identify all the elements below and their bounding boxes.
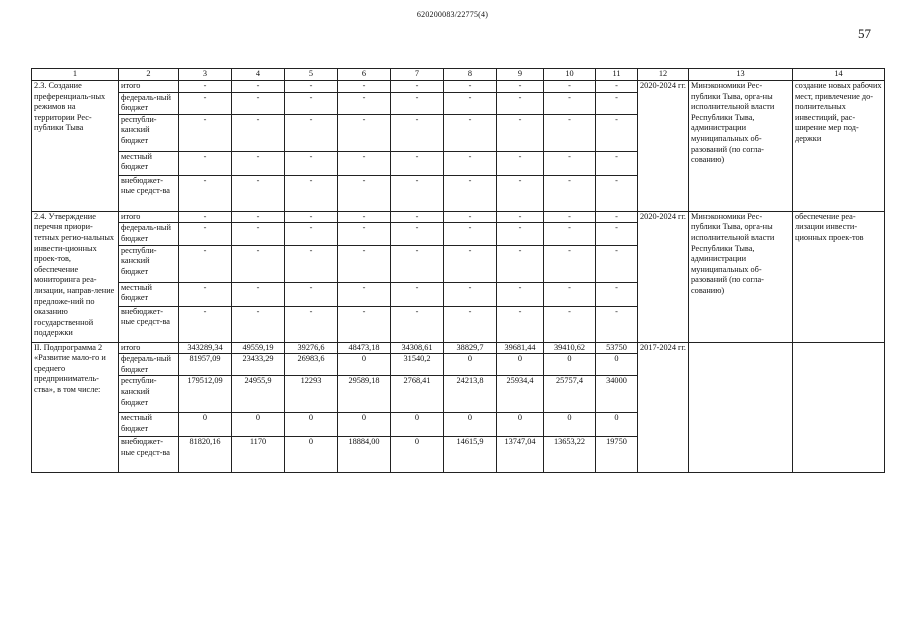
value-cell: - <box>444 211 497 223</box>
value-cell: 0 <box>497 413 544 437</box>
value-cell: - <box>497 245 544 282</box>
result-cell <box>793 342 885 473</box>
value-cell: - <box>391 175 444 211</box>
measure-cell: II. Подпрограмма 2 «Развитие мало-го и среднего предприниматель-ства», в том числе: <box>32 342 119 473</box>
value-cell: - <box>179 245 232 282</box>
value-cell: - <box>232 245 285 282</box>
value-cell: - <box>179 223 232 245</box>
value-cell: - <box>544 81 596 93</box>
value-cell: - <box>338 306 391 342</box>
result-cell: обеспечение реа-лизации инвести-ционных проек-тов <box>793 211 885 342</box>
value-cell: - <box>596 245 638 282</box>
value-cell: 25757,4 <box>544 376 596 413</box>
value-cell: - <box>544 211 596 223</box>
header-row <box>32 69 885 81</box>
value-cell: 25934,4 <box>497 376 544 413</box>
header-cell-3: 3 <box>179 69 232 81</box>
value-cell: - <box>338 81 391 93</box>
value-cell: 31540,2 <box>391 354 444 376</box>
value-cell: - <box>285 92 338 114</box>
value-cell: - <box>179 151 232 175</box>
value-cell: - <box>391 211 444 223</box>
value-cell: - <box>285 223 338 245</box>
header-cell-13: 13 <box>689 69 793 81</box>
funding-source-cell: федераль-ный бюджет <box>119 92 179 114</box>
value-cell: - <box>391 81 444 93</box>
value-cell: 0 <box>497 354 544 376</box>
measure-cell: 2.3. Создание преференциаль-ных режимов на территории Рес-публики Тыва <box>32 81 119 212</box>
value-cell: - <box>497 92 544 114</box>
value-cell: 0 <box>444 354 497 376</box>
value-cell: - <box>232 282 285 306</box>
value-cell: - <box>544 92 596 114</box>
value-cell: - <box>544 175 596 211</box>
value-cell: - <box>338 211 391 223</box>
value-cell: - <box>391 245 444 282</box>
value-cell: - <box>391 151 444 175</box>
value-cell: 38829,7 <box>444 342 497 354</box>
value-cell: 81820,16 <box>179 437 232 473</box>
header-cell-10: 10 <box>544 69 596 81</box>
document-id: 620200083/22775(4) <box>416 10 489 19</box>
value-cell: 23433,29 <box>232 354 285 376</box>
value-cell: 0 <box>232 413 285 437</box>
value-cell: 343289,34 <box>179 342 232 354</box>
value-cell: 39681,44 <box>497 342 544 354</box>
value-cell: - <box>544 245 596 282</box>
value-cell: - <box>232 306 285 342</box>
value-cell: - <box>596 282 638 306</box>
value-cell: 0 <box>544 354 596 376</box>
value-cell: - <box>232 211 285 223</box>
value-cell: - <box>179 114 232 151</box>
value-cell: 39276,6 <box>285 342 338 354</box>
value-cell: - <box>285 175 338 211</box>
value-cell: 12293 <box>285 376 338 413</box>
value-cell: - <box>179 175 232 211</box>
value-cell: - <box>596 151 638 175</box>
value-cell: - <box>232 151 285 175</box>
value-cell: - <box>232 92 285 114</box>
period-cell: 2020-2024 гг. <box>638 81 689 212</box>
value-cell: 2768,41 <box>391 376 444 413</box>
period-cell: 2017-2024 гг. <box>638 342 689 473</box>
value-cell: 48473,18 <box>338 342 391 354</box>
value-cell: - <box>232 114 285 151</box>
page-number: 57 <box>858 26 871 41</box>
value-cell: 14615,9 <box>444 437 497 473</box>
value-cell: - <box>497 306 544 342</box>
value-cell: 0 <box>391 413 444 437</box>
funding-source-cell: федераль-ный бюджет <box>119 223 179 245</box>
value-cell: 0 <box>596 413 638 437</box>
value-cell: - <box>497 282 544 306</box>
value-cell: - <box>232 175 285 211</box>
value-cell: 0 <box>391 437 444 473</box>
funding-source-cell: итого <box>119 342 179 354</box>
value-cell: - <box>285 81 338 93</box>
value-cell: 18884,00 <box>338 437 391 473</box>
header-cell-12: 12 <box>638 69 689 81</box>
value-cell: 1170 <box>232 437 285 473</box>
value-cell: 0 <box>285 437 338 473</box>
executor-cell: Минэкономики Рес-публики Тыва, орга-ны исполнительной власти Республики Тыва, администрации муниципальных об-разований (по согла-сованию) <box>689 81 793 212</box>
value-cell: - <box>338 223 391 245</box>
value-cell: 0 <box>285 413 338 437</box>
value-cell: 0 <box>179 413 232 437</box>
value-cell: - <box>444 175 497 211</box>
header-cell-14: 14 <box>793 69 885 81</box>
value-cell: - <box>179 81 232 93</box>
value-cell: 29589,18 <box>338 376 391 413</box>
value-cell: - <box>338 114 391 151</box>
value-cell: - <box>391 282 444 306</box>
table-row <box>32 81 885 93</box>
value-cell: - <box>596 92 638 114</box>
value-cell: 34308,61 <box>391 342 444 354</box>
value-cell: - <box>391 306 444 342</box>
measure-cell: 2.4. Утверждение перечня приори-тетных регио-нальных инвести-ционных проек-тов, обеспечение мониторинга реа-лизации, направ-ление предложе-ний по оказанию государственной поддержки <box>32 211 119 342</box>
funding-source-cell: республи-канский бюджет <box>119 114 179 151</box>
funding-source-cell: итого <box>119 81 179 93</box>
value-cell: 34000 <box>596 376 638 413</box>
value-cell: 0 <box>544 413 596 437</box>
value-cell: 179512,09 <box>179 376 232 413</box>
value-cell: - <box>285 245 338 282</box>
value-cell: - <box>444 114 497 151</box>
value-cell: - <box>497 211 544 223</box>
value-cell: 0 <box>444 413 497 437</box>
value-cell: - <box>232 223 285 245</box>
funding-source-cell: местный бюджет <box>119 282 179 306</box>
header-cell-7: 7 <box>391 69 444 81</box>
value-cell: 13747,04 <box>497 437 544 473</box>
value-cell: - <box>179 282 232 306</box>
budget-table <box>31 68 885 473</box>
value-cell: 0 <box>338 354 391 376</box>
value-cell: - <box>285 114 338 151</box>
header-cell-11: 11 <box>596 69 638 81</box>
funding-source-cell: федераль-ный бюджет <box>119 354 179 376</box>
value-cell: - <box>444 245 497 282</box>
value-cell: 26983,6 <box>285 354 338 376</box>
value-cell: - <box>285 306 338 342</box>
value-cell: 53750 <box>596 342 638 354</box>
funding-source-cell: местный бюджет <box>119 151 179 175</box>
value-cell: - <box>596 306 638 342</box>
header-cell-9: 9 <box>497 69 544 81</box>
value-cell: - <box>444 92 497 114</box>
value-cell: - <box>391 92 444 114</box>
value-cell: - <box>444 151 497 175</box>
value-cell: 0 <box>338 413 391 437</box>
value-cell: - <box>544 223 596 245</box>
value-cell: - <box>338 245 391 282</box>
value-cell: - <box>285 211 338 223</box>
value-cell: - <box>338 151 391 175</box>
value-cell: - <box>544 114 596 151</box>
funding-source-cell: внебюджет-ные средст-ва <box>119 437 179 473</box>
value-cell: - <box>444 306 497 342</box>
value-cell: 24213,8 <box>444 376 497 413</box>
value-cell: - <box>179 92 232 114</box>
value-cell: 0 <box>596 354 638 376</box>
period-cell: 2020-2024 гг. <box>638 211 689 342</box>
result-cell: создание новых рабочих мест, привлечение до-полнительных инвестиций, рас-ширение мер под-держки <box>793 81 885 212</box>
value-cell: - <box>285 282 338 306</box>
value-cell: - <box>544 282 596 306</box>
value-cell: - <box>391 223 444 245</box>
header-cell-5: 5 <box>285 69 338 81</box>
value-cell: - <box>444 223 497 245</box>
value-cell: - <box>444 282 497 306</box>
executor-cell: Минэкономики Рес-публики Тыва, орга-ны исполнительной власти Республики Тыва, администрации муниципальных об-разований (по согла-сованию) <box>689 211 793 342</box>
value-cell: - <box>338 175 391 211</box>
funding-source-cell: местный бюджет <box>119 413 179 437</box>
header-cell-2: 2 <box>119 69 179 81</box>
table-row <box>32 342 885 354</box>
value-cell: - <box>497 81 544 93</box>
executor-cell <box>689 342 793 473</box>
value-cell: 49559,19 <box>232 342 285 354</box>
funding-source-cell: внебюджет-ные средст-ва <box>119 175 179 211</box>
value-cell: - <box>179 211 232 223</box>
value-cell: - <box>444 81 497 93</box>
value-cell: 39410,62 <box>544 342 596 354</box>
value-cell: - <box>497 223 544 245</box>
value-cell: - <box>497 151 544 175</box>
value-cell: - <box>285 151 338 175</box>
value-cell: - <box>338 282 391 306</box>
value-cell: - <box>391 114 444 151</box>
value-cell: 13653,22 <box>544 437 596 473</box>
header-cell-4: 4 <box>232 69 285 81</box>
funding-source-cell: итого <box>119 211 179 223</box>
header-cell-1: 1 <box>32 69 119 81</box>
funding-source-cell: республи-канский бюджет <box>119 376 179 413</box>
value-cell: - <box>596 81 638 93</box>
value-cell: - <box>497 114 544 151</box>
value-cell: 19750 <box>596 437 638 473</box>
header-cell-6: 6 <box>338 69 391 81</box>
value-cell: - <box>596 114 638 151</box>
value-cell: - <box>596 223 638 245</box>
value-cell: 24955,9 <box>232 376 285 413</box>
table-row <box>32 211 885 223</box>
value-cell: - <box>179 306 232 342</box>
value-cell: - <box>497 175 544 211</box>
value-cell: - <box>596 211 638 223</box>
value-cell: - <box>232 81 285 93</box>
value-cell: - <box>544 306 596 342</box>
header-cell-8: 8 <box>444 69 497 81</box>
funding-source-cell: внебюджет-ные средст-ва <box>119 306 179 342</box>
value-cell: 81957,09 <box>179 354 232 376</box>
value-cell: - <box>338 92 391 114</box>
value-cell: - <box>544 151 596 175</box>
value-cell: - <box>596 175 638 211</box>
funding-source-cell: республи-канский бюджет <box>119 245 179 282</box>
